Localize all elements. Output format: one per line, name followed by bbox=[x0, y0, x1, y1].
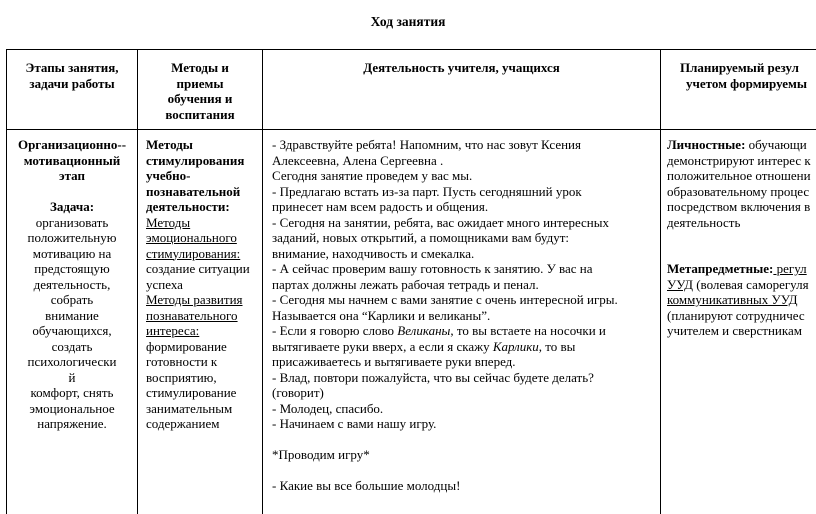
table-left-border bbox=[6, 49, 7, 514]
dwarf-rule: вытягиваете руки вверх, а если я скажу Карлики, то вы bbox=[272, 338, 576, 354]
meta-results: Метапредметные: регул bbox=[667, 261, 807, 276]
stage-cell: Организационно-- мотивационный этап Задача: организовать положительную мотивацию на предстоящую деятельность, собрать внимание обучающихся, создать психологически й комфорт, снять эмоциональное напряжение. bbox=[8, 137, 136, 432]
header-activity: Деятельность учителя, учащихся bbox=[363, 60, 560, 75]
table-top-border bbox=[6, 49, 816, 50]
header-results: Планируемый резул учетом формируемы bbox=[680, 60, 807, 91]
col-divider-1 bbox=[137, 49, 138, 514]
praise-line: - Какие вы все большие молодцы! bbox=[272, 478, 461, 493]
activity-cell: - Здравствуйте ребята! Напомним, что нас зовут Ксения Алексеевна, Алена Сергеевна . Сегодня занятие проведем у вас мы. - Предлагаю встать из-за парт. Пусть сегодняшний урок принесет нам всем радость и общения. - Сегодня на занятии, ребята, вас ожидает много интересных заданий, новых открытий, а помощниками вам будут: внимание, находчивость и смекалка. - А сейчас проверим вашу готовность к занятию. У вас на партах должны лежать рабочая тетрадь и пенал. - Сегодня мы начнем с вами занятие с очень интересной игры. Называется она “Карлики и великаны”. - Если я говорю слово Великаны, то вы встаете на носочки и вытягиваете руки вверх, а если я скажу Карлики, то вы присаживаетесь и вытягиваете руки вперед. - Влад, повтори пожалуйста, что вы сейчас будете делать? (говорит) - Молодец, спасибо. - Начинаем с вами нашу игру. *Проводим игру* - Какие вы все большие молодцы! bbox=[272, 137, 658, 494]
table-header-divider bbox=[6, 129, 816, 130]
task-label: Задача: bbox=[49, 199, 95, 214]
regulative-uud-link[interactable]: УУД bbox=[667, 276, 693, 292]
header-stages: Этапы занятия, задачи работы bbox=[25, 60, 119, 91]
results-cell: Личностные: обучающи демонстрируют интерес к положительное отношени образовательному процес посредством включения в деятельность Метапредметные: регул УУД (волевая саморегуля коммуникативных УУД (планируют сотрудничес учителем и сверстникам bbox=[667, 137, 816, 339]
game-note: *Проводим игру* bbox=[272, 447, 370, 462]
emotional-methods-link[interactable]: Методы bbox=[146, 214, 191, 230]
communicative-uud-link[interactable]: коммуникативных УУД bbox=[667, 292, 798, 307]
col-divider-3 bbox=[660, 49, 661, 514]
page-title: Ход занятия bbox=[370, 14, 446, 29]
col-divider-2 bbox=[262, 49, 263, 514]
giant-rule: - Если я говорю слово Великаны, то вы встаете на носочки и bbox=[272, 323, 606, 338]
personal-results: Личностные: обучающи bbox=[667, 137, 807, 152]
development-methods-link[interactable]: Методы развития bbox=[146, 292, 243, 307]
methods-cell: Методы стимулирования учебно- познавательной деятельности: Методы эмоционального стимулирования: создание ситуации успеха Методы развития познавательного интереса: формирование готовности к восприятию, стимулирование занимательным содержанием bbox=[146, 137, 261, 432]
header-methods: Методы и приемы обучения и воспитания bbox=[165, 60, 235, 122]
